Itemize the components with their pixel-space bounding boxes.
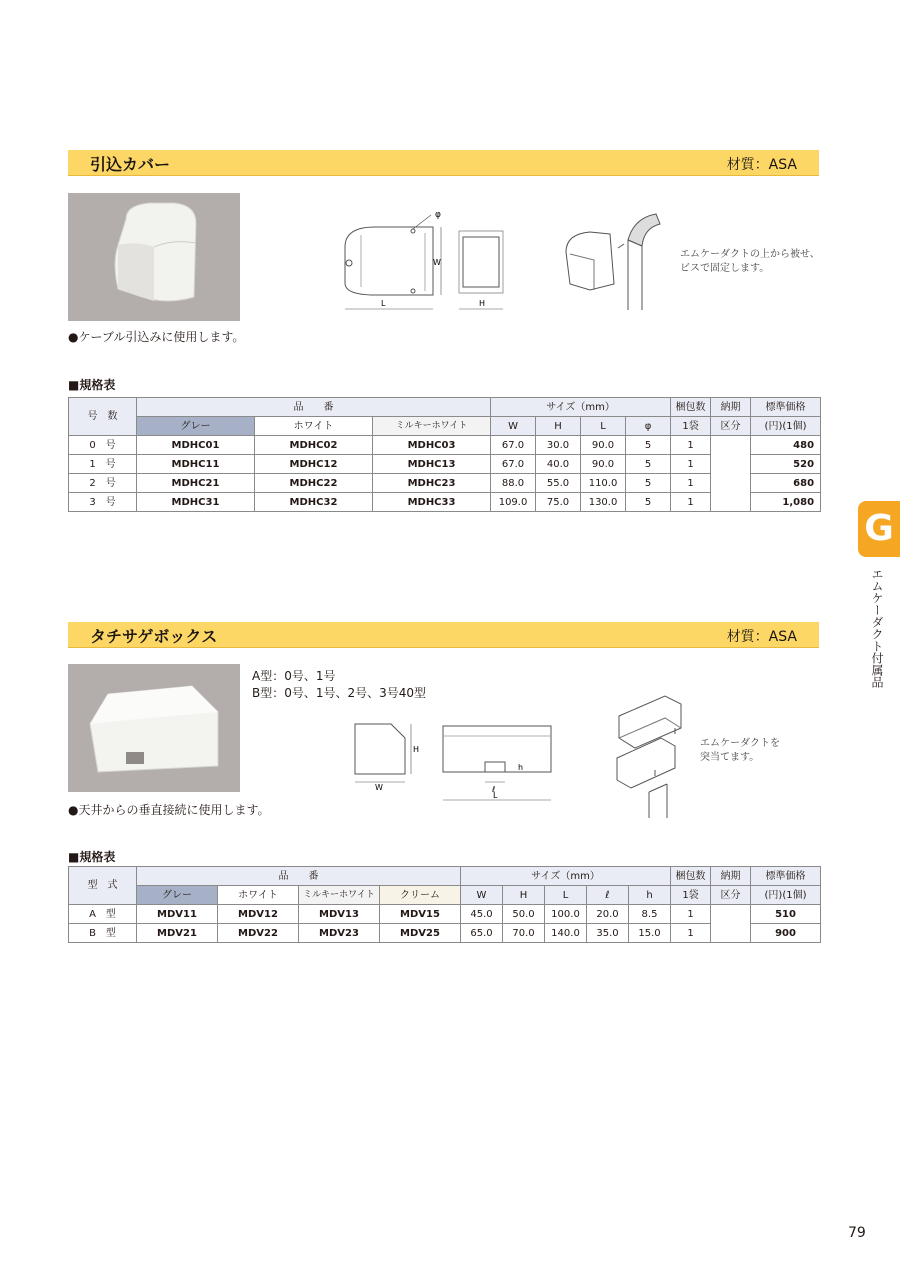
table-row — [69, 905, 821, 924]
header-color-milky: ミルキーホワイト — [299, 886, 380, 905]
pack-count: 1 — [671, 436, 711, 455]
part-white: MDHC02 — [255, 436, 373, 455]
header-dim-w: W — [461, 886, 503, 905]
row-number: 3 号 — [69, 493, 137, 512]
part-gray: MDV11 — [137, 905, 218, 924]
box-illustration — [68, 664, 240, 792]
section-title: タチサゲボックス — [90, 627, 218, 646]
table-row — [69, 493, 821, 512]
size-l: 90.0 — [581, 436, 626, 455]
part-gray: MDHC21 — [137, 474, 255, 493]
header-lead-unit: 区分 — [711, 417, 751, 436]
size-l: 130.0 — [581, 493, 626, 512]
header-price: 標準価格 — [751, 867, 821, 886]
size-w: 88.0 — [491, 474, 536, 493]
header-pack-unit: 1袋 — [671, 886, 711, 905]
table-row — [69, 924, 821, 943]
header-size: サイズ（mm） — [461, 867, 671, 886]
header-color-cream: クリーム — [380, 886, 461, 905]
size-h-small: 8.5 — [629, 905, 671, 924]
size-h: 50.0 — [503, 905, 545, 924]
l-label: L — [381, 299, 386, 308]
hikikomi-install-drawing — [560, 210, 680, 310]
part-gray: MDHC31 — [137, 493, 255, 512]
size-phi: 5 — [626, 436, 671, 455]
material-label: 材質：ASA — [726, 629, 797, 645]
header-type: 型 式 — [69, 867, 137, 905]
spec-table-label: ■規格表 — [68, 378, 116, 392]
install-note-line2: 突当てます。 — [700, 752, 760, 763]
price: 900 — [751, 924, 821, 943]
lead-time-cell — [711, 436, 751, 512]
header-lead-unit: 区分 — [711, 886, 751, 905]
part-white: MDV22 — [218, 924, 299, 943]
size-l: 140.0 — [545, 924, 587, 943]
pack-count: 1 — [671, 474, 711, 493]
header-pack: 梱包数 — [671, 398, 711, 417]
header-size: サイズ（mm） — [491, 398, 671, 417]
price: 680 — [751, 474, 821, 493]
price: 480 — [751, 436, 821, 455]
header-dim-phi: φ — [626, 417, 671, 436]
size-h: 55.0 — [536, 474, 581, 493]
cover-illustration — [68, 193, 240, 321]
size-phi: 5 — [626, 493, 671, 512]
header-dim-l: L — [545, 886, 587, 905]
product-photo-tachisage-box — [68, 664, 240, 792]
header-dim-h-small: h — [629, 886, 671, 905]
row-type: A 型 — [69, 905, 137, 924]
install-note-line1: エムケーダクトを — [700, 738, 780, 749]
price: 520 — [751, 455, 821, 474]
part-milky: MDHC33 — [373, 493, 491, 512]
spec-table-tachisage — [68, 866, 821, 943]
part-white: MDHC12 — [255, 455, 373, 474]
ell-label: ℓ — [492, 785, 496, 794]
part-gray: MDHC01 — [137, 436, 255, 455]
part-white: MDV12 — [218, 905, 299, 924]
header-color-gray: グレー — [137, 417, 255, 436]
install-note — [700, 737, 780, 765]
header-number: 号 数 — [69, 398, 137, 436]
header-part: 品 番 — [137, 398, 491, 417]
part-milky: MDHC23 — [373, 474, 491, 493]
part-cream: MDV25 — [380, 924, 461, 943]
size-phi: 5 — [626, 474, 671, 493]
header-lead: 納期 — [711, 398, 751, 417]
header-price-unit: (円)(1個) — [751, 886, 821, 905]
header-dim-ell: ℓ — [587, 886, 629, 905]
size-h: 40.0 — [536, 455, 581, 474]
phi-label: φ — [435, 210, 441, 220]
size-l: 100.0 — [545, 905, 587, 924]
size-h: 30.0 — [536, 436, 581, 455]
size-h: 75.0 — [536, 493, 581, 512]
usage-note: ●ケーブル引込みに使用します。 — [68, 330, 245, 344]
h-label: H — [413, 745, 420, 754]
header-color-milky: ミルキーホワイト — [373, 417, 491, 436]
size-w: 109.0 — [491, 493, 536, 512]
header-color-white: ホワイト — [218, 886, 299, 905]
pack-count: 1 — [671, 493, 711, 512]
spec-table-hikikomi — [68, 397, 821, 512]
section-header-tachisage — [68, 622, 819, 648]
row-number: 0 号 — [69, 436, 137, 455]
part-white: MDHC22 — [255, 474, 373, 493]
header-price-unit: (円)(1個) — [751, 417, 821, 436]
table-row — [69, 455, 821, 474]
size-w: 65.0 — [461, 924, 503, 943]
row-number: 2 号 — [69, 474, 137, 493]
table-row — [69, 474, 821, 493]
size-ell: 20.0 — [587, 905, 629, 924]
header-dim-h: H — [503, 886, 545, 905]
part-white: MDHC32 — [255, 493, 373, 512]
install-note — [680, 248, 820, 276]
price: 510 — [751, 905, 821, 924]
pack-count: 1 — [671, 455, 711, 474]
pack-count: 1 — [671, 924, 711, 943]
h-small-label: h — [518, 763, 524, 772]
hikikomi-dimension-drawing — [335, 205, 525, 315]
part-cream: MDV15 — [380, 905, 461, 924]
header-price: 標準価格 — [751, 398, 821, 417]
row-number: 1 号 — [69, 455, 137, 474]
table-row — [69, 436, 821, 455]
type-list — [252, 668, 426, 702]
type-a-text: A型：0号、1号 — [252, 669, 336, 683]
header-dim-l: L — [581, 417, 626, 436]
material-label: 材質：ASA — [726, 157, 797, 173]
part-milky: MDV13 — [299, 905, 380, 924]
w-label: W — [433, 258, 441, 267]
type-b-text: B型：0号、1号、2号、3号40型 — [252, 686, 427, 700]
size-l: 90.0 — [581, 455, 626, 474]
part-milky: MDHC13 — [373, 455, 491, 474]
h-label: H — [479, 299, 486, 308]
header-pack-unit: 1袋 — [671, 417, 711, 436]
price: 1,080 — [751, 493, 821, 512]
lead-time-cell — [711, 905, 751, 943]
part-gray: MDV21 — [137, 924, 218, 943]
size-h: 70.0 — [503, 924, 545, 943]
spec-table-label: ■規格表 — [68, 850, 116, 864]
size-w: 67.0 — [491, 455, 536, 474]
header-dim-h: H — [536, 417, 581, 436]
l-label: L — [493, 791, 498, 800]
size-h-small: 15.0 — [629, 924, 671, 943]
header-pack: 梱包数 — [671, 867, 711, 886]
install-note-line2: ビスで固定します。 — [680, 263, 770, 274]
part-milky: MDHC03 — [373, 436, 491, 455]
size-w: 67.0 — [491, 436, 536, 455]
usage-note: ●天井からの垂直接続に使用します。 — [68, 803, 270, 817]
product-photo-hikikomi-cover — [68, 193, 240, 321]
w-label: W — [375, 783, 383, 792]
section-title: 引込カバー — [90, 155, 171, 174]
row-type: B 型 — [69, 924, 137, 943]
tachisage-dimension-drawing — [345, 718, 560, 810]
section-header-hikikomi — [68, 150, 819, 176]
install-note-line1: エムケーダクトの上から被せ、 — [680, 249, 820, 260]
header-color-white: ホワイト — [255, 417, 373, 436]
pack-count: 1 — [671, 905, 711, 924]
size-w: 45.0 — [461, 905, 503, 924]
tachisage-install-drawing — [605, 688, 695, 818]
header-lead: 納期 — [711, 867, 751, 886]
size-l: 110.0 — [581, 474, 626, 493]
side-tab-g[interactable]: G — [858, 501, 900, 557]
part-gray: MDHC11 — [137, 455, 255, 474]
side-tab-label: エムケーダクト付属品 — [870, 568, 884, 688]
header-part: 品 番 — [137, 867, 461, 886]
header-dim-w: W — [491, 417, 536, 436]
header-color-gray: グレー — [137, 886, 218, 905]
page-number: 79 — [848, 1225, 866, 1241]
part-milky: MDV23 — [299, 924, 380, 943]
size-phi: 5 — [626, 455, 671, 474]
size-ell: 35.0 — [587, 924, 629, 943]
